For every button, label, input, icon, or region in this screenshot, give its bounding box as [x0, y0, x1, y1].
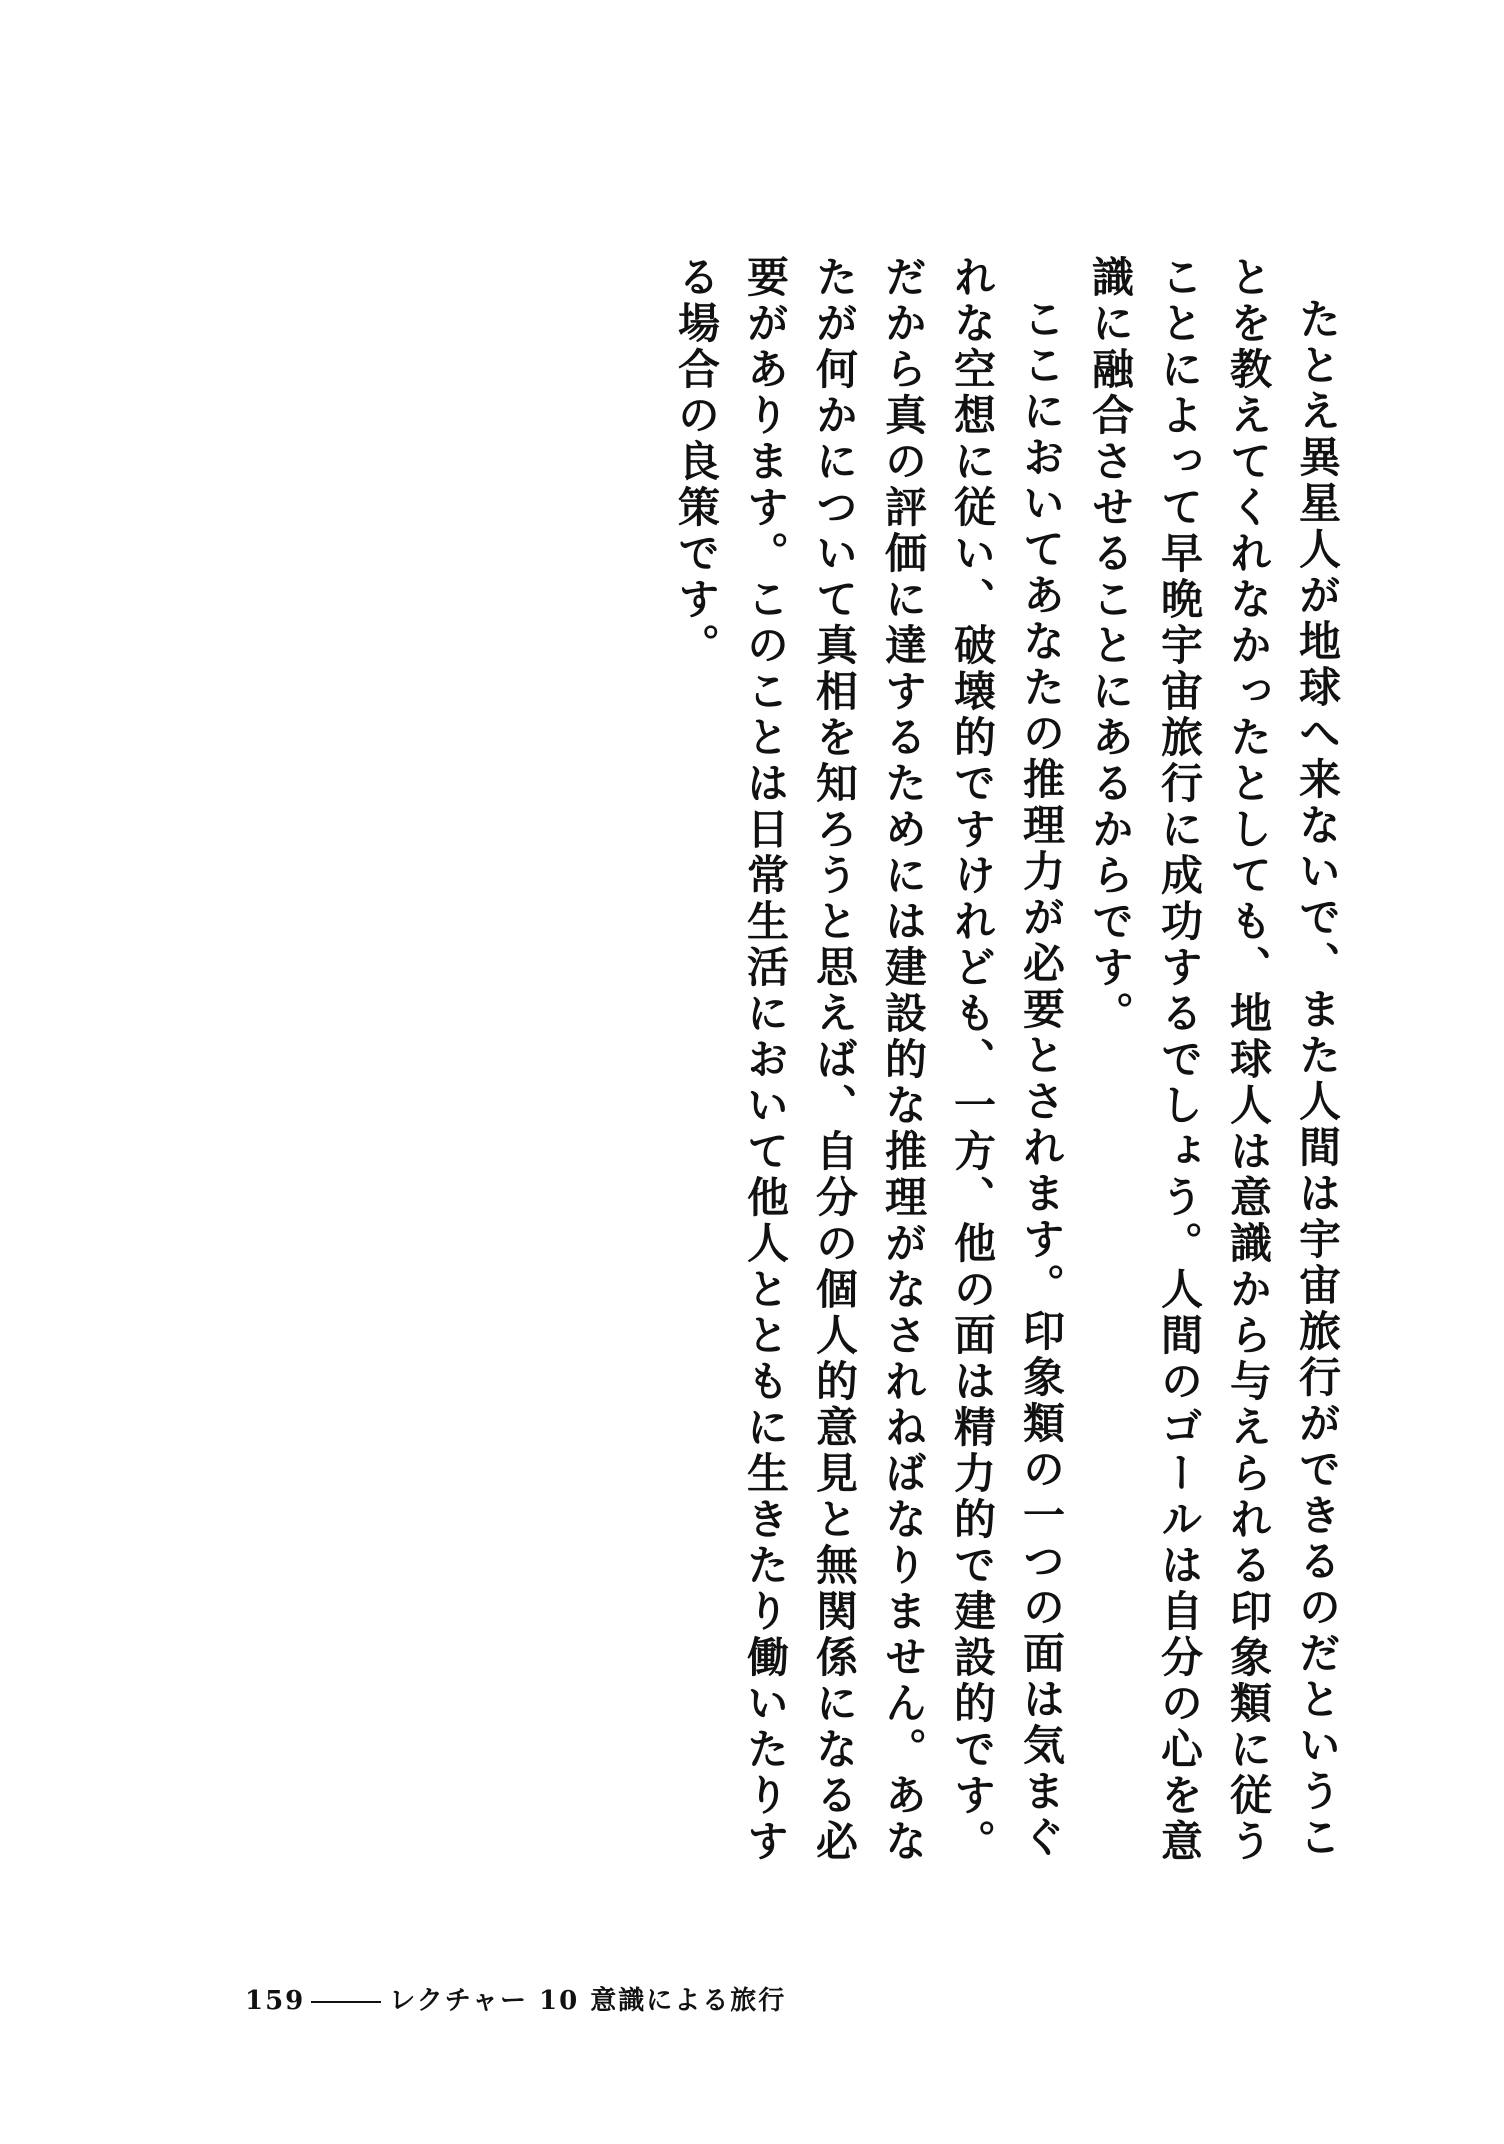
page-footer — [245, 1980, 786, 2017]
paragraph: ここにおいてあなたの推理力が必要とされます。印象類の一つの面は気まぐれな空想に従い、破壊的ですけれども、一方、他の面は精力的で建設的です。だから真の評価に達するためには建設的な推理がなされねばなりません。あなたが何かについて真相を知ろうと思えば、自分の個人的意見と無関係になる必要があります。このことは日常生活において他人とともに生きたり働いたりする場合の良策です。 — [672, 255, 1066, 1865]
body-text — [662, 255, 1352, 1895]
paragraph: たとえ異星人が地球へ来ないで、また人間は宇宙旅行ができるのだということを教えてくれなかったとしても、地球人は意識から与えられる印象類に従うことによって早晩宇宙旅行に成功するでしょう。人間のゴールは自分の心を意識に融合させることにあるからです。 — [1086, 255, 1342, 1865]
running-title: レクチャー 10 意識による旅行 — [389, 1986, 787, 2016]
footer-rule — [311, 2001, 381, 2003]
page-number: 159 — [245, 1986, 306, 2016]
